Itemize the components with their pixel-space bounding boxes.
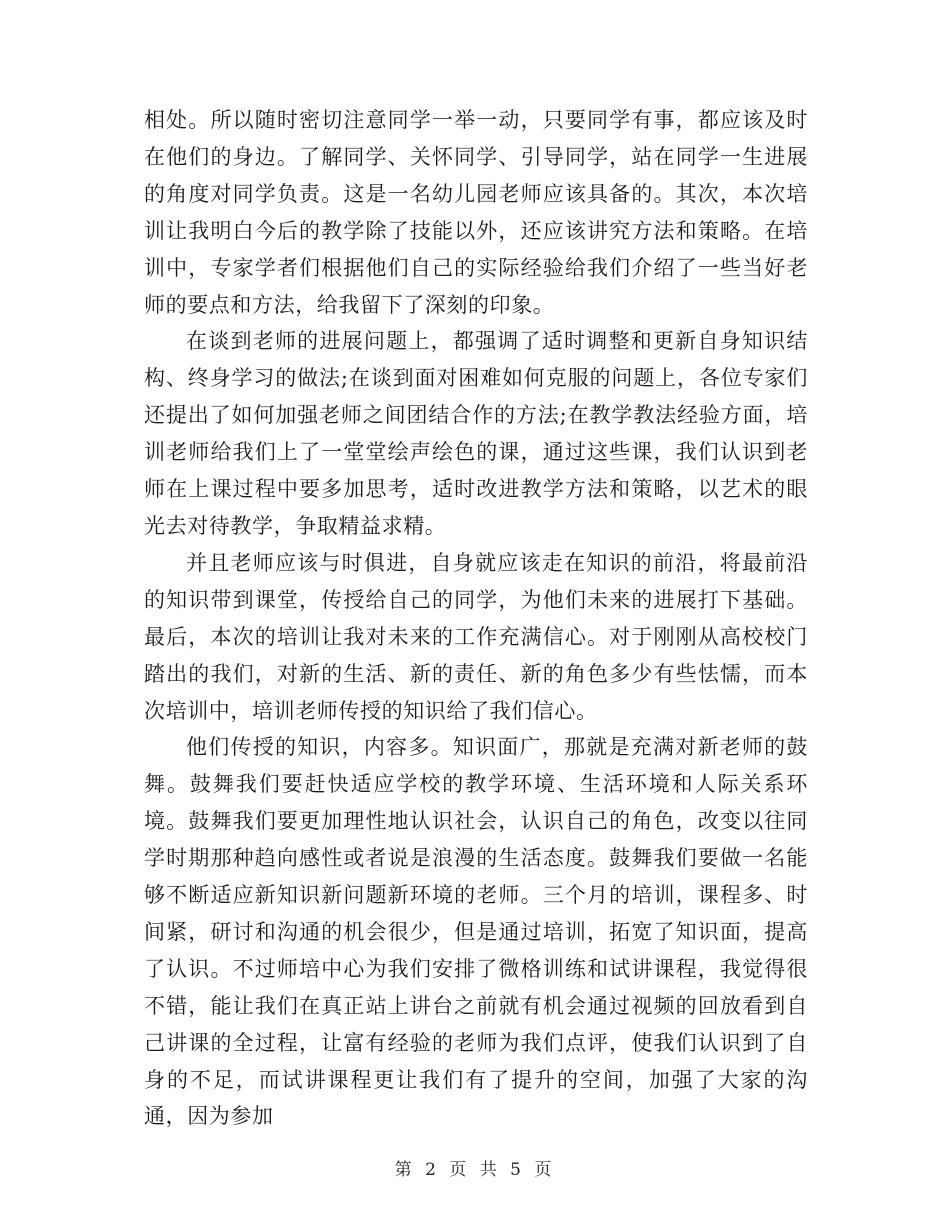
body-paragraph-2: 在谈到老师的进展问题上，都强调了适时调整和更新自身知识结构、终身学习的做法;在谈到面对困难如何克服的问题上，各位专家们还提出了如何加强老师之间团结合作的方法;在教学教法经验方面，培训老师给我们上了一堂堂绘声绘色的课，通过这些课，我们认识到老师在上课过程中要多加思考，适时改进教学方法和策略，以艺术的眼光去对待教学，争取精益求精。 xyxy=(144,329,808,538)
body-paragraph-3: 并且老师应该与时俱进，自身就应该走在知识的前沿，将最前沿的知识带到课堂，传授给自己的同学，为他们未来的进展打下基础。最后，本次的培训让我对未来的工作充满信心。对于刚刚从高校校门踏出的我们，对新的生活、新的责任、新的角色多少有些怯懦，而本次培训中，培训老师传授的知识给了我们信心。 xyxy=(144,550,808,723)
document-page xyxy=(144,102,808,1135)
body-paragraph-4: 他们传授的知识，内容多。知识面广，那就是充满对新老师的鼓舞。鼓舞我们要赶快适应学校的教学环境、生活环境和人际关系环境。鼓舞我们要更加理性地认识社会，认识自己的角色，改变以往同学时期那种趋向感性或者说是浪漫的生活态度。鼓舞我们要做一名能够不断适应新知识新问题新环境的老师。三个月的培训，课程多、时间紧，研讨和沟通的机会很少，但是通过培训，拓宽了知识面，提高了认识。不过师培中心为我们安排了微格训练和试讲课程，我觉得很不错，能让我们在真正站上讲台之前就有机会通过视频的回放看到自己讲课的全过程，让富有经验的老师为我们点评，使我们认识到了自身的不足，而试讲课程更让我们有了提升的空间，加强了大家的沟通，因为参加 xyxy=(144,735,808,1129)
page-number-footer: 第 2 页 共 5 页 xyxy=(394,1160,556,1180)
body-paragraph-1: 相处。所以随时密切注意同学一举一动，只要同学有事，都应该及时在他们的身边。了解同学、关怀同学、引导同学，站在同学一生进展的角度对同学负责。这是一名幼儿园老师应该具备的。其次，本次培训让我明白今后的教学除了技能以外，还应该讲究方法和策略。在培训中，专家学者们根据他们自己的实际经验给我们介绍了一些当好老师的要点和方法，给我留下了深刻的印象。 xyxy=(144,108,808,317)
